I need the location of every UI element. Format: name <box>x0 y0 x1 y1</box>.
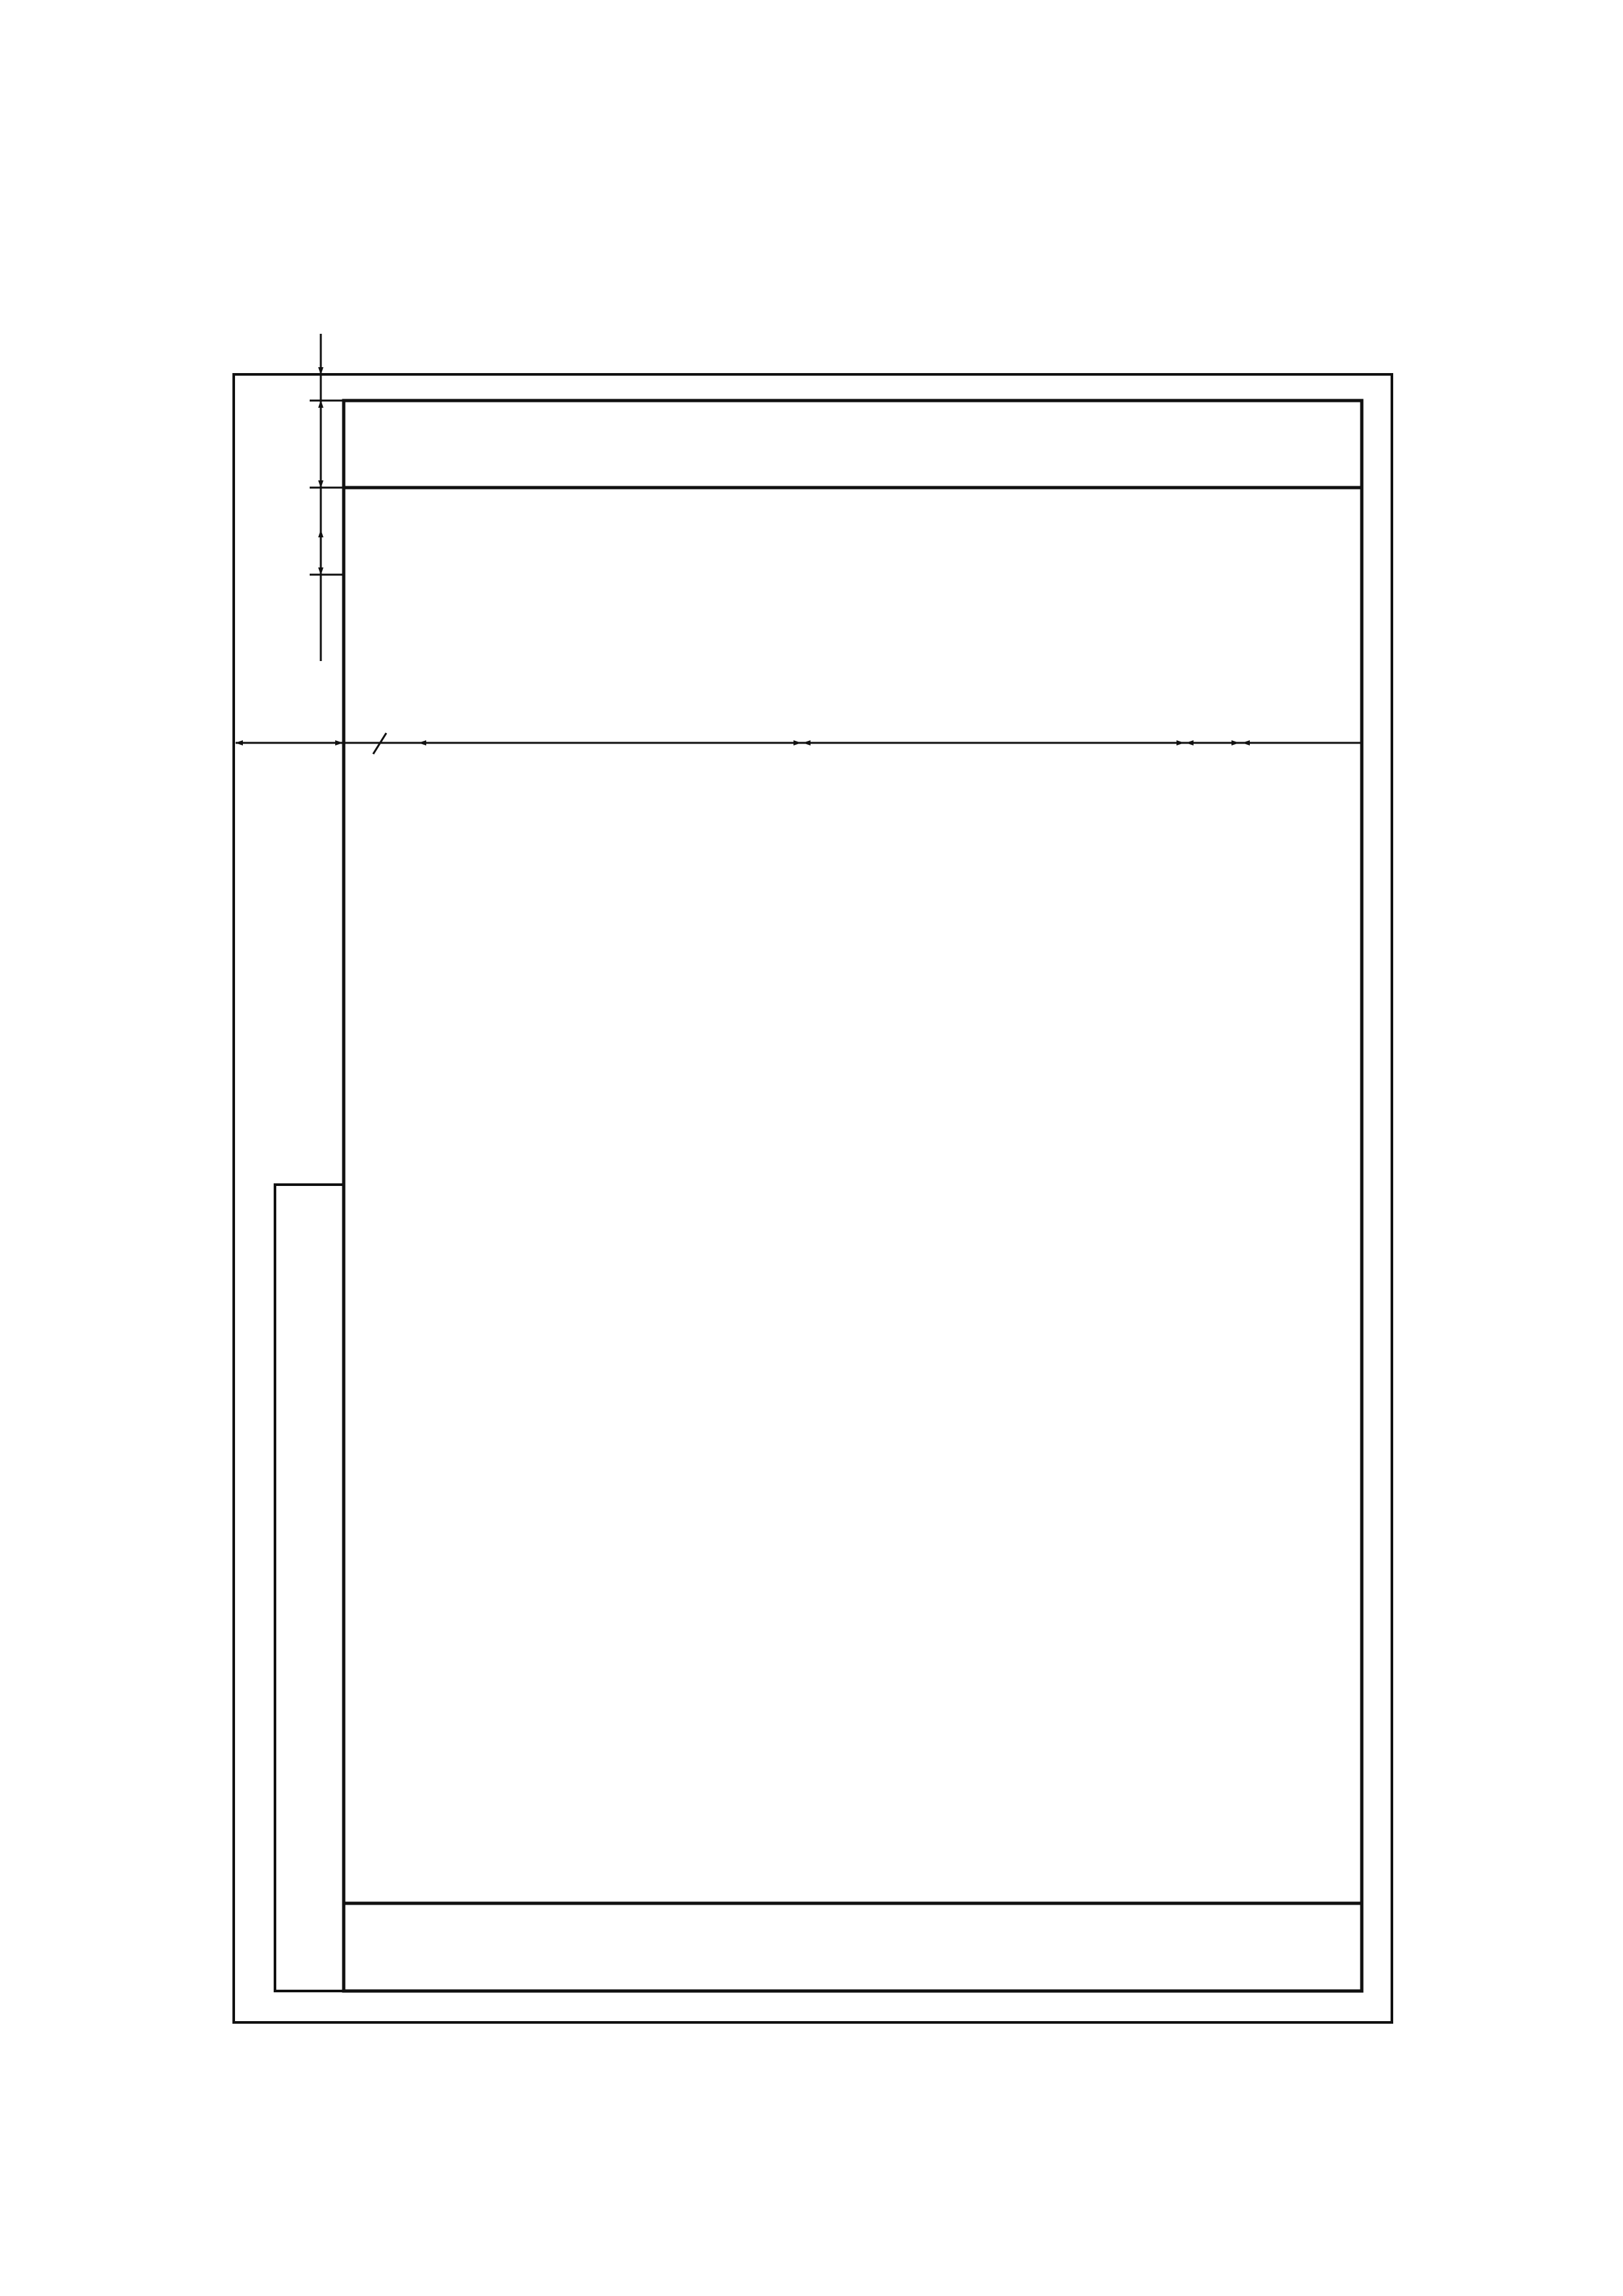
sheet-border <box>234 374 1392 2022</box>
horizontal-dimension-line <box>236 733 1360 754</box>
side-block <box>275 1185 344 1991</box>
vertical-dimension-line <box>310 334 344 661</box>
inner-frame <box>344 401 1362 1991</box>
